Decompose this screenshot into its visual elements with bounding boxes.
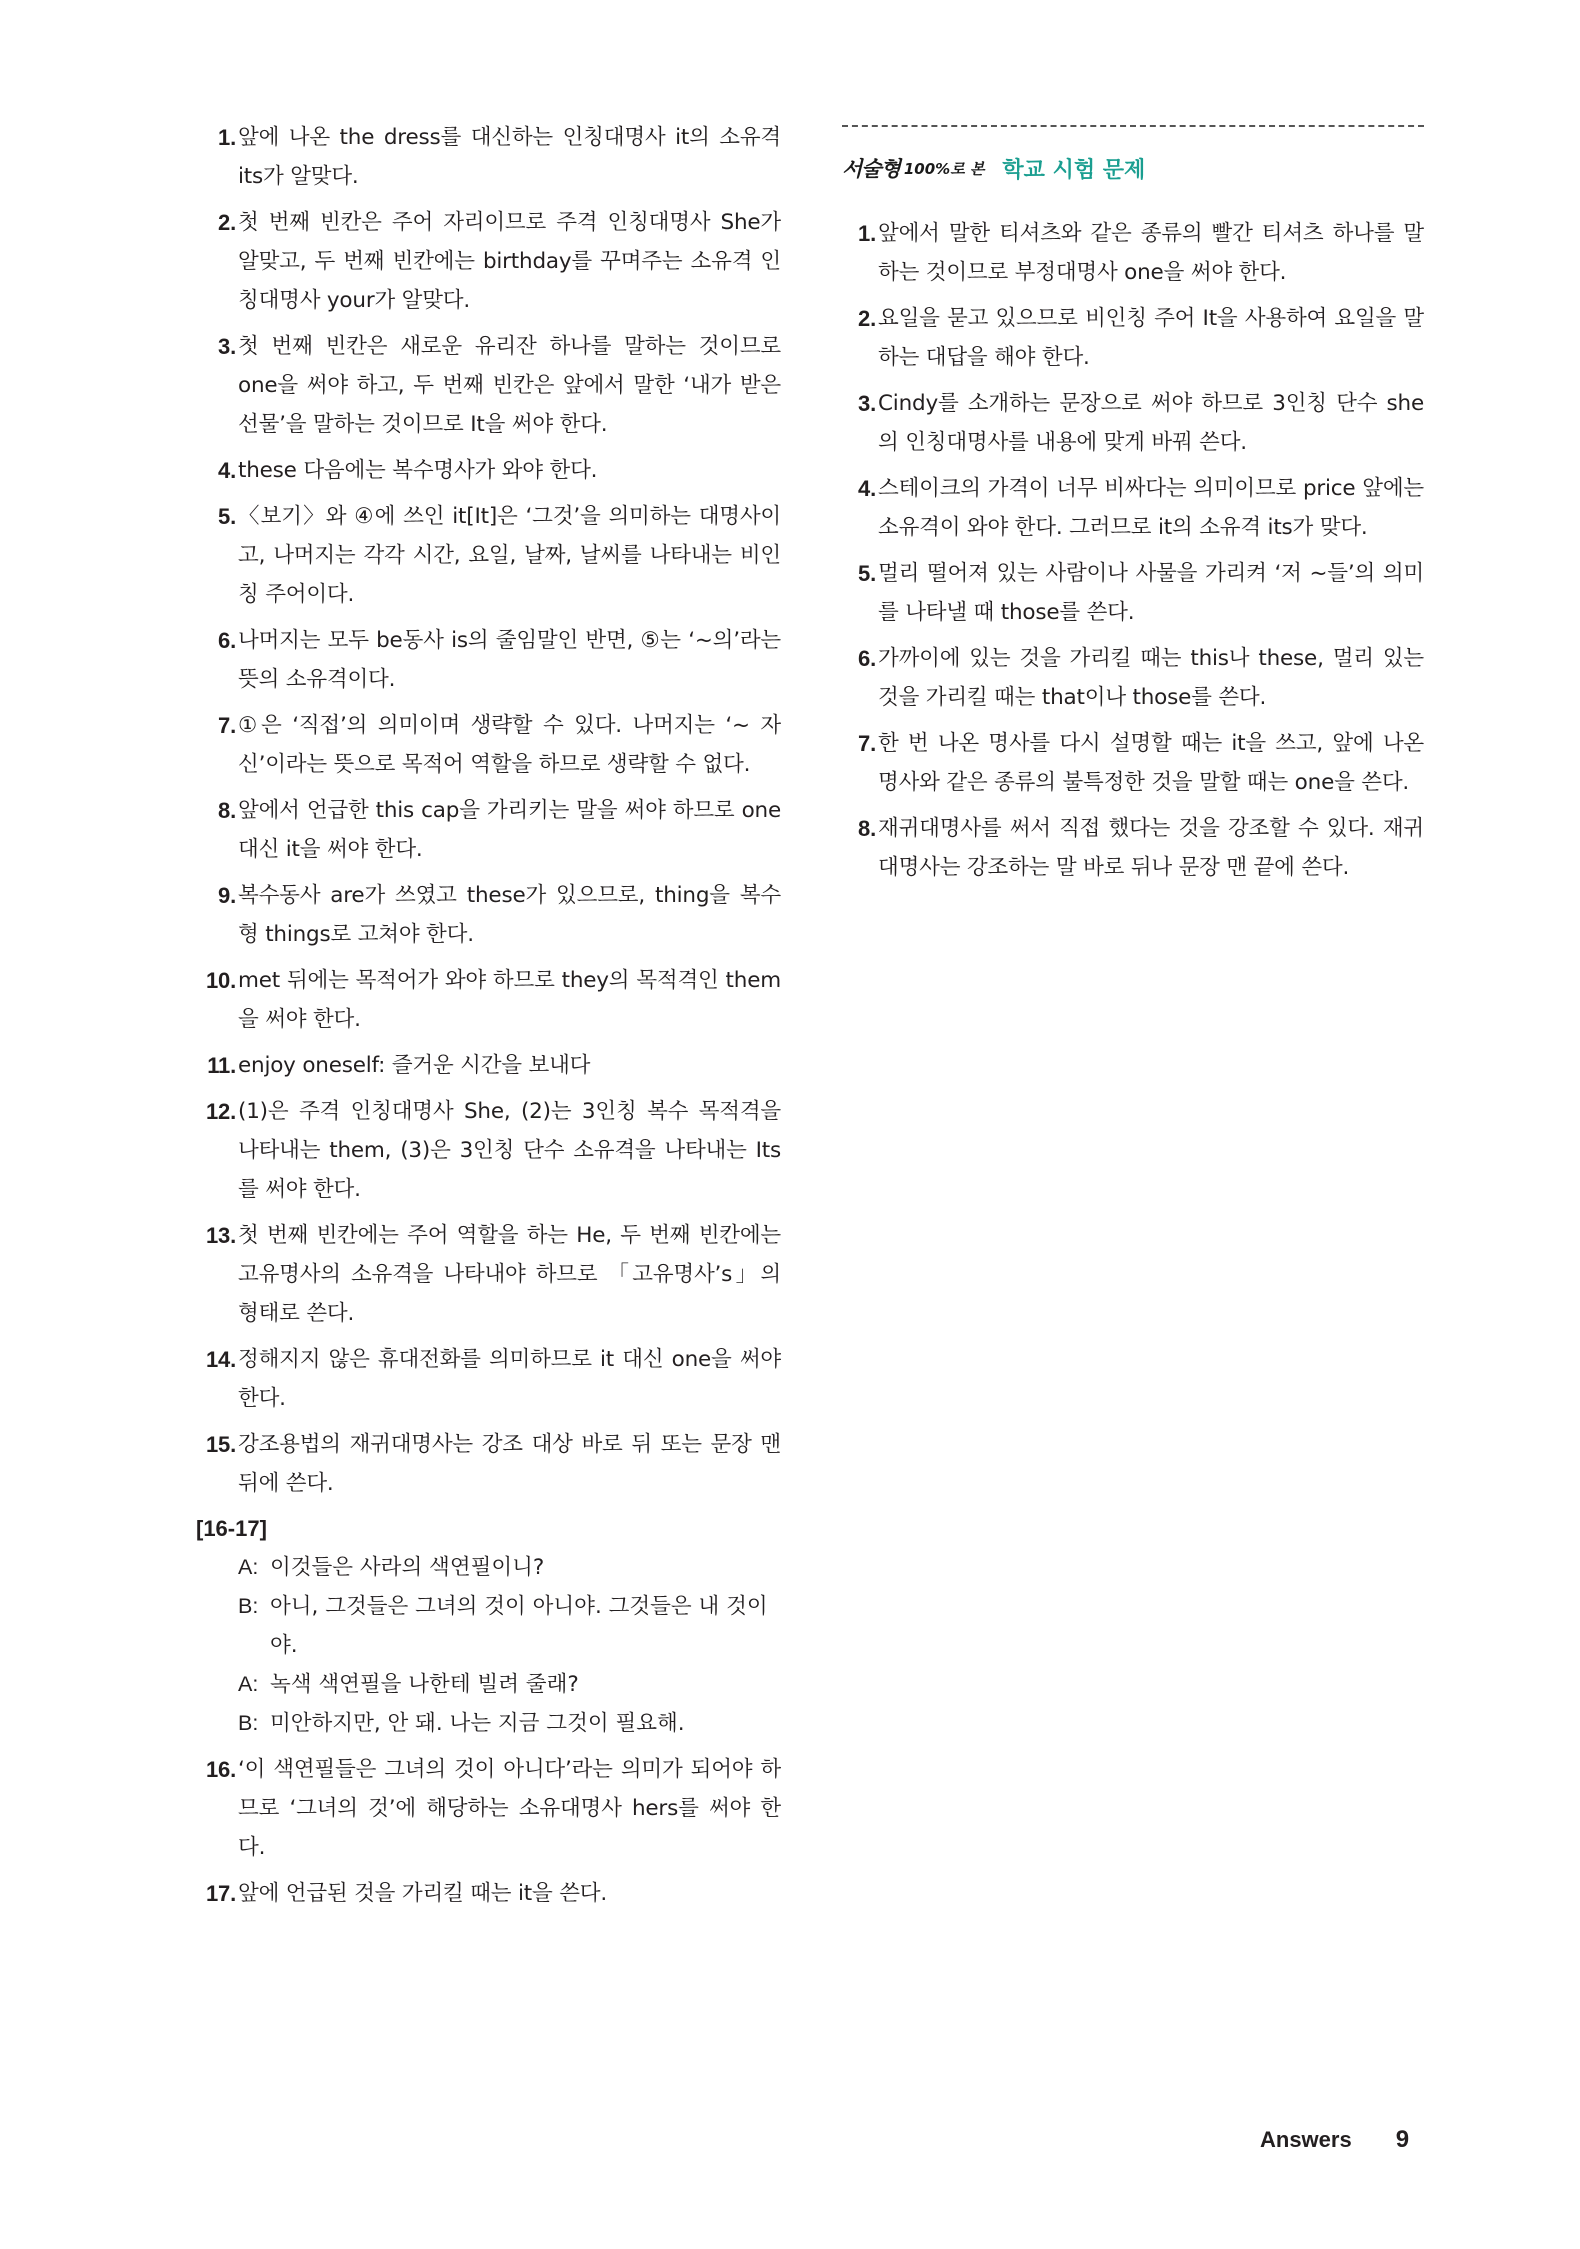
answer-number: 13 .: [196, 1216, 236, 1255]
dialog-line: [238, 1704, 781, 1743]
answer-number: 5 .: [842, 554, 876, 593]
answer-item: [842, 299, 1424, 377]
answer-text: 요일을 묻고 있으므로 비인칭 주어 It을 사용하여 요일을 말하는 대답을 해야 한다.: [878, 306, 1424, 370]
answer-text: 정해지지 않은 휴대전화를 의미하므로 it 대신 one을 써야 한다.: [238, 1347, 781, 1411]
answer-number: 12 .: [196, 1092, 236, 1131]
dialog-line: [238, 1548, 781, 1587]
answer-list-16-17: [196, 1750, 781, 1913]
answer-text: 첫 번째 빈칸은 주어 자리이므로 주격 인칭대명사 She가 알맞고, 두 번째 빈칸에는 birthday를 꾸며주는 소유격 인칭대명사 your가 알맞다.: [238, 210, 781, 313]
answer-number: 16 .: [196, 1750, 236, 1789]
answer-number: 1 .: [196, 118, 236, 157]
answer-text: 첫 번째 빈칸에는 주어 역할을 하는 He, 두 번째 빈칸에는 고유명사의 소유격을 나타내야 하므로 「고유명사’s」의 형태로 쓴다.: [238, 1223, 781, 1326]
answer-text: 복수동사 are가 쓰였고 these가 있으므로, thing을 복수형 things로 고쳐야 한다.: [238, 883, 781, 947]
answer-text: 〈보기〉와 ④에 쓰인 it[It]은 ‘그것’을 의미하는 대명사이고, 나머지는 각각 시간, 요일, 날짜, 날씨를 나타내는 비인칭 주어이다.: [238, 504, 781, 607]
answer-item: [196, 1216, 781, 1333]
brand-logo: 서술형: [842, 156, 900, 181]
answer-item: [196, 621, 781, 699]
answer-item: [196, 327, 781, 444]
question-group-title: [16-17]: [196, 1516, 267, 1541]
answer-text: ①은 ‘직접’의 의미이며 생략할 수 있다. 나머지는 ‘~ 자신’이라는 뜻으로 목적어 역할을 하므로 생략할 수 없다.: [238, 713, 781, 777]
dialog-speaker: B:: [238, 1711, 259, 1735]
answer-number: 7 .: [842, 724, 876, 763]
answer-number: 8 .: [842, 809, 876, 848]
dialog-text: 미안하지만, 안 돼. 나는 지금 그것이 필요해.: [270, 1711, 685, 1736]
answer-text: met 뒤에는 목적어가 와야 하므로 they의 목적격인 them을 써야 한다.: [238, 968, 781, 1032]
answer-text: enjoy oneself: 즐거운 시간을 보내다: [238, 1053, 591, 1078]
answer-item: [196, 1425, 781, 1503]
answer-item: [196, 203, 781, 320]
answer-number: 15 .: [196, 1425, 236, 1464]
dialog-line: [238, 1587, 781, 1665]
answer-item: [196, 118, 781, 196]
brand-subtitle: 100%로 본: [903, 159, 985, 178]
translation-dialog: [196, 1548, 781, 1743]
answer-item: [842, 469, 1424, 547]
answer-item: [842, 384, 1424, 462]
dialog-line: [238, 1665, 781, 1704]
answer-item: [196, 1092, 781, 1209]
answer-text: 앞에서 말한 티셔츠와 같은 종류의 빨간 티셔츠 하나를 말하는 것이므로 부정대명사 one을 써야 한다.: [878, 221, 1424, 285]
answer-text: 앞에 나온 the dress를 대신하는 인칭대명사 it의 소유격 its가 알맞다.: [238, 125, 781, 189]
answer-text: 강조용법의 재귀대명사는 강조 대상 바로 뒤 또는 문장 맨 뒤에 쓴다.: [238, 1432, 781, 1496]
answer-item: [842, 639, 1424, 717]
answer-text: 스테이크의 가격이 너무 비싸다는 의미이므로 price 앞에는 소유격이 와야 한다. 그러므로 it의 소유격 its가 맞다.: [878, 476, 1424, 540]
answer-item: [842, 809, 1424, 887]
answer-text: (1)은 주격 인칭대명사 She, (2)는 3인칭 복수 목적격을 나타내는 them, (3)은 3인칭 단수 소유격을 나타내는 Its를 써야 한다.: [238, 1099, 781, 1202]
answer-number: 5 .: [196, 497, 236, 536]
answer-number: 17 .: [196, 1874, 236, 1913]
answer-text: 가까이에 있는 것을 가리킬 때는 this나 these, 멀리 있는 것을 가리킬 때는 that이나 those를 쓴다.: [878, 646, 1424, 710]
answer-item: [196, 451, 781, 490]
answer-item: [196, 1750, 781, 1867]
answer-text: 한 번 나온 명사를 다시 설명할 때는 it을 쓰고, 앞에 나온 명사와 같은 종류의 불특정한 것을 말할 때는 one을 쓴다.: [878, 731, 1424, 795]
answer-list-1-15: [196, 118, 781, 1503]
answer-item: [196, 961, 781, 1039]
answer-item: [196, 706, 781, 784]
dialog-speaker: B:: [238, 1594, 259, 1618]
section-title: 학교 시험 문제: [1002, 157, 1146, 183]
answer-text: 앞에 언급된 것을 가리킬 때는 it을 쓴다.: [238, 1881, 607, 1906]
left-column: [196, 118, 781, 1920]
answer-text: 나머지는 모두 be동사 is의 줄임말인 반면, ⑤는 ‘~의’라는 뜻의 소유격이다.: [238, 628, 781, 692]
answer-number: 3 .: [196, 327, 236, 366]
page-footer: [1260, 2126, 1409, 2154]
answer-item: [196, 1046, 781, 1085]
section-divider: [842, 125, 1424, 127]
answer-number: 6 .: [196, 621, 236, 660]
answer-item: [842, 214, 1424, 292]
dialog-text: 녹색 색연필을 나한테 빌려 줄래?: [270, 1672, 579, 1697]
right-column: [842, 214, 1424, 894]
answer-number: 11 .: [196, 1046, 236, 1085]
answer-text: these 다음에는 복수명사가 와야 한다.: [238, 458, 598, 483]
answer-item: [196, 876, 781, 954]
answer-item: [842, 724, 1424, 802]
answer-text: 앞에서 언급한 this cap을 가리키는 말을 써야 하므로 one 대신 it을 써야 한다.: [238, 798, 781, 862]
answer-item: [842, 554, 1424, 632]
section-header: [842, 148, 1145, 188]
answer-number: 4 .: [842, 469, 876, 508]
dialog-speaker: A:: [238, 1555, 259, 1579]
answer-number: 8 .: [196, 791, 236, 830]
answer-number: 2 .: [842, 299, 876, 338]
answer-text: 멀리 떨어져 있는 사람이나 사물을 가리켜 ‘저 ~들’의 의미를 나타낼 때 those를 쓴다.: [878, 561, 1424, 625]
answer-number: 3 .: [842, 384, 876, 423]
dialog-text: 아니, 그것들은 그녀의 것이 아니야. 그것들은 내 것이야.: [270, 1594, 768, 1658]
answer-number: 1 .: [842, 214, 876, 253]
answer-number: 7 .: [196, 706, 236, 745]
answer-number: 10 .: [196, 961, 236, 1000]
answer-number: 9 .: [196, 876, 236, 915]
answer-item: [196, 791, 781, 869]
answer-text: 첫 번째 빈칸은 새로운 유리잔 하나를 말하는 것이므로 one을 써야 하고, 두 번째 빈칸은 앞에서 말한 ‘내가 받은 선물’을 말하는 것이므로 It을 써야 한다.: [238, 334, 781, 437]
answer-number: 4 .: [196, 451, 236, 490]
dialog-speaker: A:: [238, 1672, 259, 1696]
answer-number: 6 .: [842, 639, 876, 678]
answer-item: [196, 1874, 781, 1913]
dialog-text: 이것들은 사라의 색연필이니?: [270, 1555, 545, 1580]
answer-text: ‘이 색연필들은 그녀의 것이 아니다’라는 의미가 되어야 하므로 ‘그녀의 것’에 해당하는 소유대명사 hers를 써야 한다.: [238, 1757, 781, 1860]
answer-number: 14 .: [196, 1340, 236, 1379]
answer-item: [196, 1340, 781, 1418]
page-number: 9: [1395, 2126, 1410, 2153]
footer-label: Answers: [1260, 2127, 1352, 2152]
answer-item: [196, 497, 781, 614]
answer-text: Cindy를 소개하는 문장으로 써야 하므로 3인칭 단수 she의 인칭대명사를 내용에 맞게 바꿔 쓴다.: [878, 391, 1424, 455]
answer-text: 재귀대명사를 써서 직접 했다는 것을 강조할 수 있다. 재귀대명사는 강조하는 말 바로 뒤나 문장 맨 끝에 쓴다.: [878, 816, 1424, 880]
answer-number: 2 .: [196, 203, 236, 242]
